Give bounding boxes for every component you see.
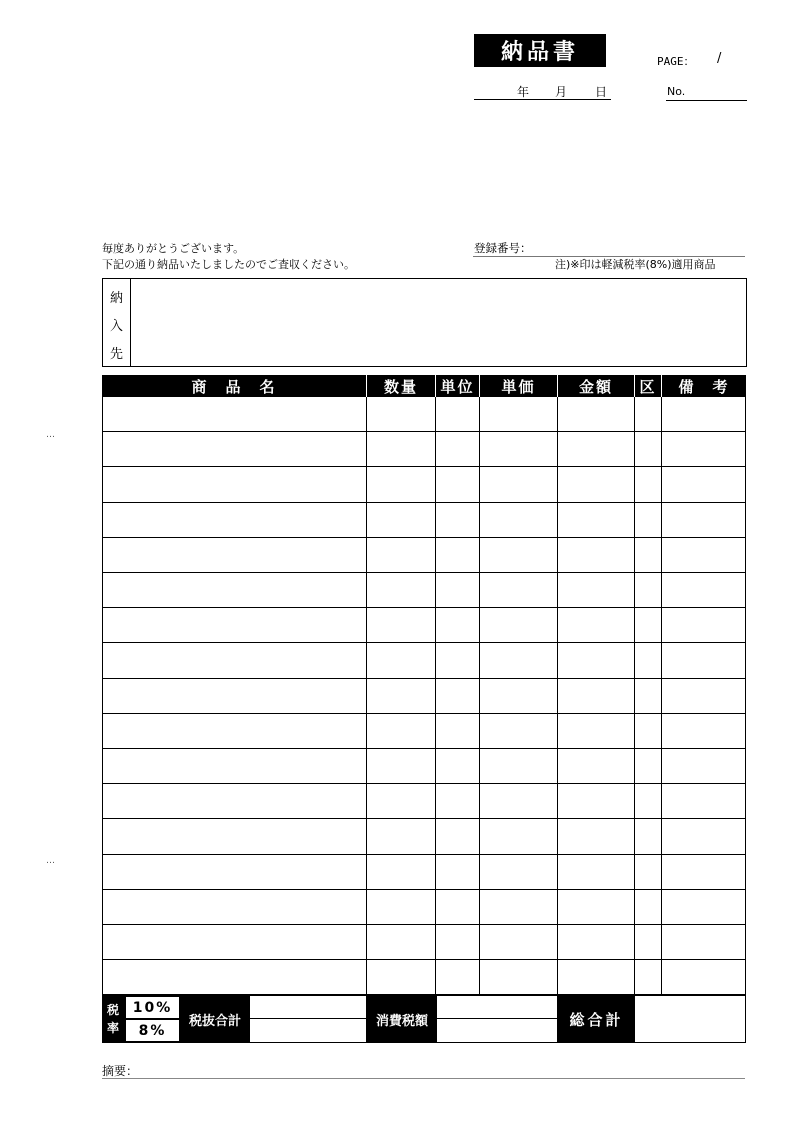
table-cell-amount[interactable] (558, 890, 635, 925)
table-cell-quantity[interactable] (367, 960, 436, 995)
table-cell-unit[interactable] (436, 925, 480, 960)
column-header-remarks: 備 考 (662, 375, 746, 397)
tax-8-value[interactable] (437, 1019, 558, 1043)
table-cell-unit[interactable] (436, 503, 480, 538)
table-cell-category[interactable] (635, 890, 662, 925)
table-cell-amount[interactable] (558, 538, 635, 573)
destination-label-char: 納 (109, 291, 123, 306)
greeting-line-2: 下記の通り納品いたしましたのでご査収ください。 (102, 258, 355, 271)
table-cell-unit[interactable] (436, 679, 480, 714)
table-cell-quantity[interactable] (367, 925, 436, 960)
tax-amount-label: 消費税額 (367, 995, 437, 1043)
table-cell-unit[interactable] (436, 467, 480, 502)
table-cell-quantity[interactable] (367, 467, 436, 502)
table-cell-amount[interactable] (558, 855, 635, 890)
table-cell-unit[interactable] (436, 608, 480, 643)
table-cell-category[interactable] (635, 608, 662, 643)
number-underline (666, 100, 747, 101)
table-row (102, 855, 746, 890)
table-row (102, 714, 746, 749)
date-day-label: 日 (595, 85, 608, 99)
table-row (102, 925, 746, 960)
table-cell-product-name[interactable] (102, 608, 367, 643)
page-separator: / (717, 51, 722, 66)
table-cell-product-name[interactable] (102, 749, 367, 784)
table-cell-product-name[interactable] (102, 397, 367, 432)
date-month-label: 月 (555, 85, 568, 99)
table-cell-quantity[interactable] (367, 679, 436, 714)
table-cell-unit-price[interactable] (480, 819, 558, 854)
table-cell-category[interactable] (635, 397, 662, 432)
tax-rate-label-char: 税 (107, 1003, 120, 1018)
column-header-unit-price: 単価 (480, 375, 557, 397)
table-cell-amount[interactable] (558, 679, 635, 714)
table-cell-product-name[interactable] (102, 643, 367, 678)
table-cell-amount[interactable] (558, 714, 635, 749)
table-cell-unit-price[interactable] (480, 538, 558, 573)
table-cell-unit-price[interactable] (480, 890, 558, 925)
table-row (102, 679, 746, 714)
tax-10-value[interactable] (437, 995, 558, 1019)
table-cell-category[interactable] (635, 467, 662, 502)
table-cell-unit-price[interactable] (480, 925, 558, 960)
table-row (102, 960, 746, 995)
table-cell-quantity[interactable] (367, 538, 436, 573)
table-cell-product-name[interactable] (102, 890, 367, 925)
table-cell-unit-price[interactable] (480, 503, 558, 538)
table-cell-unit-price[interactable] (480, 855, 558, 890)
table-cell-unit-price[interactable] (480, 749, 558, 784)
table-row (102, 573, 746, 608)
table-cell-unit[interactable] (436, 890, 480, 925)
column-header-quantity: 数量 (367, 375, 435, 397)
margin-mark: … (46, 856, 55, 866)
table-cell-unit[interactable] (436, 960, 480, 995)
grand-total-label: 総合計 (558, 995, 635, 1043)
tax-rate-10: 10% (125, 996, 180, 1019)
table-cell-unit-price[interactable] (480, 714, 558, 749)
table-cell-category[interactable] (635, 925, 662, 960)
column-header-product-name: 商 品 名 (102, 375, 366, 397)
table-cell-product-name[interactable] (102, 432, 367, 467)
table-cell-product-name[interactable] (102, 714, 367, 749)
table-row (102, 643, 746, 678)
date-year-label: 年 (517, 85, 530, 99)
table-cell-unit[interactable] (436, 819, 480, 854)
table-cell-amount[interactable] (558, 925, 635, 960)
table-cell-unit[interactable] (436, 784, 480, 819)
table-cell-category[interactable] (635, 855, 662, 890)
table-cell-product-name[interactable] (102, 467, 367, 502)
table-cell-remarks[interactable] (662, 432, 746, 467)
table-cell-unit-price[interactable] (480, 784, 558, 819)
column-header-category: 区 (635, 375, 661, 397)
table-cell-remarks[interactable] (662, 397, 746, 432)
margin-mark: … (46, 430, 55, 440)
column-header-unit: 単位 (436, 375, 479, 397)
document-title: 納品書 (474, 34, 606, 67)
table-cell-category[interactable] (635, 432, 662, 467)
table-cell-product-name[interactable] (102, 538, 367, 573)
table-cell-amount[interactable] (558, 784, 635, 819)
table-cell-unit[interactable] (436, 432, 480, 467)
table-cell-remarks[interactable] (662, 503, 746, 538)
table-cell-remarks[interactable] (662, 819, 746, 854)
table-cell-product-name[interactable] (102, 784, 367, 819)
table-cell-remarks[interactable] (662, 608, 746, 643)
table-cell-remarks[interactable] (662, 467, 746, 502)
table-cell-quantity[interactable] (367, 608, 436, 643)
table-cell-unit[interactable] (436, 749, 480, 784)
table-cell-amount[interactable] (558, 503, 635, 538)
column-header-amount: 金額 (558, 375, 634, 397)
table-cell-quantity[interactable] (367, 573, 436, 608)
table-cell-unit[interactable] (436, 573, 480, 608)
table-row (102, 503, 746, 538)
table-cell-category[interactable] (635, 749, 662, 784)
table-cell-product-name[interactable] (102, 819, 367, 854)
table-cell-product-name[interactable] (102, 960, 367, 995)
subtotal-8-value[interactable] (250, 1019, 367, 1043)
table-cell-category[interactable] (635, 538, 662, 573)
table-cell-amount[interactable] (558, 467, 635, 502)
table-cell-amount[interactable] (558, 608, 635, 643)
table-cell-amount[interactable] (558, 749, 635, 784)
table-cell-unit-price[interactable] (480, 608, 558, 643)
destination-label-char: 入 (109, 319, 123, 334)
destination-label-char: 先 (109, 347, 123, 362)
table-cell-amount[interactable] (558, 432, 635, 467)
table-cell-remarks[interactable] (662, 714, 746, 749)
tax-rate-8: 8% (125, 1019, 180, 1042)
table-cell-unit[interactable] (436, 855, 480, 890)
table-cell-remarks[interactable] (662, 749, 746, 784)
table-cell-remarks[interactable] (662, 855, 746, 890)
table-cell-quantity[interactable] (367, 432, 436, 467)
table-cell-category[interactable] (635, 679, 662, 714)
summary-underline (102, 1078, 745, 1079)
table-cell-remarks[interactable] (662, 643, 746, 678)
table-cell-remarks[interactable] (662, 784, 746, 819)
table-cell-unit-price[interactable] (480, 397, 558, 432)
table-cell-amount[interactable] (558, 643, 635, 678)
table-row (102, 467, 746, 502)
table-row (102, 397, 746, 432)
table-row (102, 608, 746, 643)
number-label: No. (667, 85, 686, 98)
table-cell-quantity[interactable] (367, 643, 436, 678)
registration-label: 登録番号： (474, 241, 532, 255)
table-cell-category[interactable] (635, 819, 662, 854)
table-cell-remarks[interactable] (662, 679, 746, 714)
table-cell-unit[interactable] (436, 643, 480, 678)
table-cell-remarks[interactable] (662, 960, 746, 995)
table-cell-quantity[interactable] (367, 855, 436, 890)
greeting-line-1: 毎度ありがとうございます。 (102, 242, 245, 255)
table-cell-unit-price[interactable] (480, 467, 558, 502)
table-cell-quantity[interactable] (367, 714, 436, 749)
table-cell-unit-price[interactable] (480, 960, 558, 995)
table-cell-remarks[interactable] (662, 538, 746, 573)
table-cell-category[interactable] (635, 714, 662, 749)
table-cell-unit-price[interactable] (480, 643, 558, 678)
table-cell-product-name[interactable] (102, 503, 367, 538)
subtotal-10-value[interactable] (250, 995, 367, 1019)
date-underline (474, 99, 611, 100)
table-cell-category[interactable] (635, 573, 662, 608)
table-cell-product-name[interactable] (102, 679, 367, 714)
table-cell-quantity[interactable] (367, 749, 436, 784)
table-cell-category[interactable] (635, 643, 662, 678)
table-cell-category[interactable] (635, 960, 662, 995)
table-row (102, 538, 746, 573)
table-row (102, 749, 746, 784)
summary-label: 摘要： (102, 1064, 139, 1078)
table-row (102, 819, 746, 854)
table-cell-unit-price[interactable] (480, 573, 558, 608)
table-cell-amount[interactable] (558, 573, 635, 608)
destination-label-column (103, 279, 131, 366)
destination-box (102, 278, 747, 367)
table-cell-remarks[interactable] (662, 890, 746, 925)
subtotal-label: 税抜合計 (180, 995, 250, 1043)
table-cell-quantity[interactable] (367, 503, 436, 538)
table-cell-product-name[interactable] (102, 925, 367, 960)
table-cell-remarks[interactable] (662, 925, 746, 960)
table-row (102, 784, 746, 819)
table-cell-category[interactable] (635, 784, 662, 819)
table-cell-quantity[interactable] (367, 819, 436, 854)
page-label: PAGE： (657, 55, 695, 68)
grand-total-value[interactable] (635, 995, 746, 1043)
table-cell-category[interactable] (635, 503, 662, 538)
table-cell-quantity[interactable] (367, 784, 436, 819)
table-row (102, 432, 746, 467)
table-cell-amount[interactable] (558, 819, 635, 854)
table-cell-amount[interactable] (558, 960, 635, 995)
table-cell-unit[interactable] (436, 538, 480, 573)
reduced-tax-note: 注)※印は軽減税率(8%)適用商品 (555, 258, 716, 271)
table-cell-amount[interactable] (558, 397, 635, 432)
tax-rate-label-char: 率 (107, 1021, 120, 1036)
table-row (102, 890, 746, 925)
table-cell-unit[interactable] (436, 714, 480, 749)
table-cell-product-name[interactable] (102, 855, 367, 890)
table-cell-unit-price[interactable] (480, 679, 558, 714)
table-cell-product-name[interactable] (102, 573, 367, 608)
table-cell-quantity[interactable] (367, 397, 436, 432)
table-cell-quantity[interactable] (367, 890, 436, 925)
table-cell-unit[interactable] (436, 397, 480, 432)
table-cell-remarks[interactable] (662, 573, 746, 608)
table-cell-unit-price[interactable] (480, 432, 558, 467)
